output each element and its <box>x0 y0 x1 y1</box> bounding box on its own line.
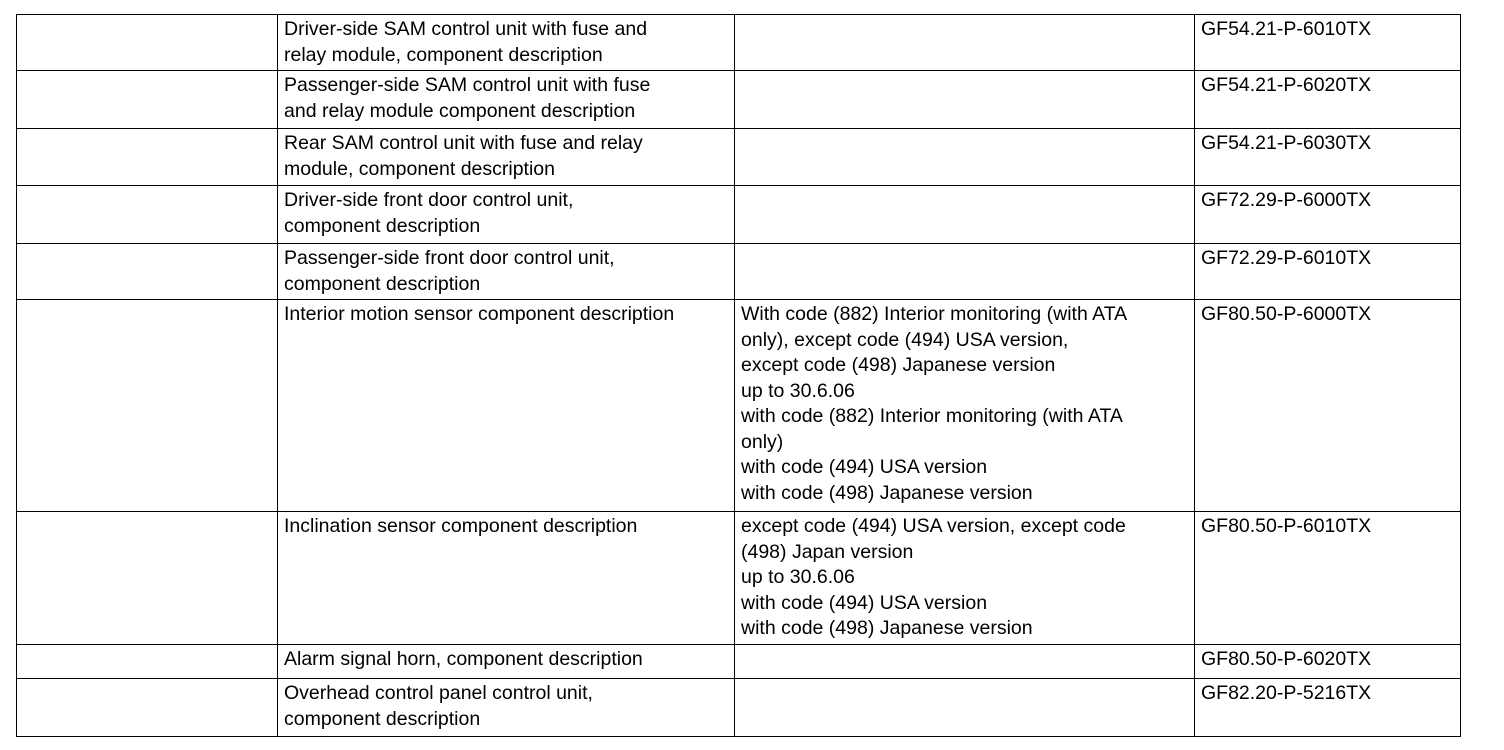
validity-line: only) <box>741 430 784 453</box>
validity-cell <box>735 15 1195 71</box>
component-description-cell <box>278 186 735 244</box>
label-cell <box>17 71 278 129</box>
label-cell <box>17 129 278 186</box>
component-description-table <box>16 14 1461 737</box>
component-description-line: Interior motion sensor component description <box>284 303 675 325</box>
component-description-line: Rear SAM control unit with fuse and relay <box>284 132 643 154</box>
component-description-cell <box>278 300 735 512</box>
validity-line: up to 30.6.06 <box>741 566 855 588</box>
document-number-cell: GF54.21-P-6030TX <box>1195 129 1461 186</box>
table-row <box>17 512 1461 645</box>
table-row <box>17 15 1461 71</box>
validity-line: except code (498) Japanese version <box>741 354 1056 376</box>
document-number-cell: GF72.29-P-6000TX <box>1195 186 1461 244</box>
component-description-line: Driver-side front door control unit, <box>284 189 574 211</box>
label-cell <box>17 15 278 71</box>
component-description-line: relay module, component description <box>284 43 603 66</box>
document-number-cell: GF72.29-P-6010TX <box>1195 244 1461 300</box>
validity-cell <box>735 512 1195 645</box>
component-description-line: Passenger-side front door control unit, <box>284 247 615 269</box>
label-cell <box>17 244 278 300</box>
validity-cell <box>735 300 1195 512</box>
label-cell <box>17 186 278 244</box>
label-cell <box>17 512 278 645</box>
validity-line: only), except code (494) USA version, <box>741 328 1069 351</box>
table-row <box>17 244 1461 300</box>
table-row <box>17 71 1461 129</box>
validity-line: up to 30.6.06 <box>741 379 855 402</box>
table-row <box>17 300 1461 512</box>
component-description-line: Driver-side SAM control unit with fuse and <box>284 18 648 40</box>
validity-cell <box>735 679 1195 737</box>
document-number-cell: GF54.21-P-6020TX <box>1195 71 1461 129</box>
validity-line: with code (494) USA version <box>741 456 988 478</box>
validity-cell <box>735 186 1195 244</box>
component-description-line: Alarm signal horn, component description <box>284 648 643 670</box>
validity-line: except code (494) USA version, except code <box>741 515 1126 537</box>
component-description-cell <box>278 512 735 645</box>
validity-line: with code (882) Interior monitoring (with ATA <box>741 405 1123 427</box>
validity-cell <box>735 244 1195 300</box>
document-number-cell: GF54.21-P-6010TX <box>1195 15 1461 71</box>
table-row <box>17 679 1461 737</box>
component-description-line: Passenger-side SAM control unit with fuse <box>284 74 651 96</box>
component-description-line: component description <box>284 707 481 730</box>
label-cell <box>17 645 278 679</box>
validity-line: with code (494) USA version <box>741 591 988 614</box>
component-description-line: and relay module component description <box>284 99 636 122</box>
component-description-cell <box>278 244 735 300</box>
document-number-cell: GF82.20-P-5216TX <box>1195 679 1461 737</box>
validity-cell <box>735 129 1195 186</box>
validity-line: with code (498) Japanese version <box>741 481 1033 504</box>
component-description-line: module, component description <box>284 157 555 180</box>
validity-cell <box>735 71 1195 129</box>
document-number-cell: GF80.50-P-6010TX <box>1195 512 1461 645</box>
component-description-cell <box>278 71 735 129</box>
component-description-cell <box>278 679 735 737</box>
component-description-line: Inclination sensor component description <box>284 515 638 537</box>
label-cell <box>17 679 278 737</box>
validity-line: (498) Japan version <box>741 540 914 563</box>
table-row <box>17 129 1461 186</box>
component-description-cell <box>278 645 735 679</box>
component-description-line: Overhead control panel control unit, <box>284 682 593 704</box>
document-number-cell: GF80.50-P-6000TX <box>1195 300 1461 512</box>
label-cell <box>17 300 278 512</box>
document-number-cell: GF80.50-P-6020TX <box>1195 645 1461 679</box>
table-row <box>17 186 1461 244</box>
validity-cell <box>735 645 1195 679</box>
validity-line: With code (882) Interior monitoring (with ATA <box>741 303 1128 325</box>
component-description-cell <box>278 129 735 186</box>
component-description-line: component description <box>284 272 481 295</box>
component-description-cell <box>278 15 735 71</box>
table-row <box>17 645 1461 679</box>
component-description-line: component description <box>284 214 481 237</box>
validity-line: with code (498) Japanese version <box>741 617 1033 639</box>
table-body <box>17 15 1461 737</box>
